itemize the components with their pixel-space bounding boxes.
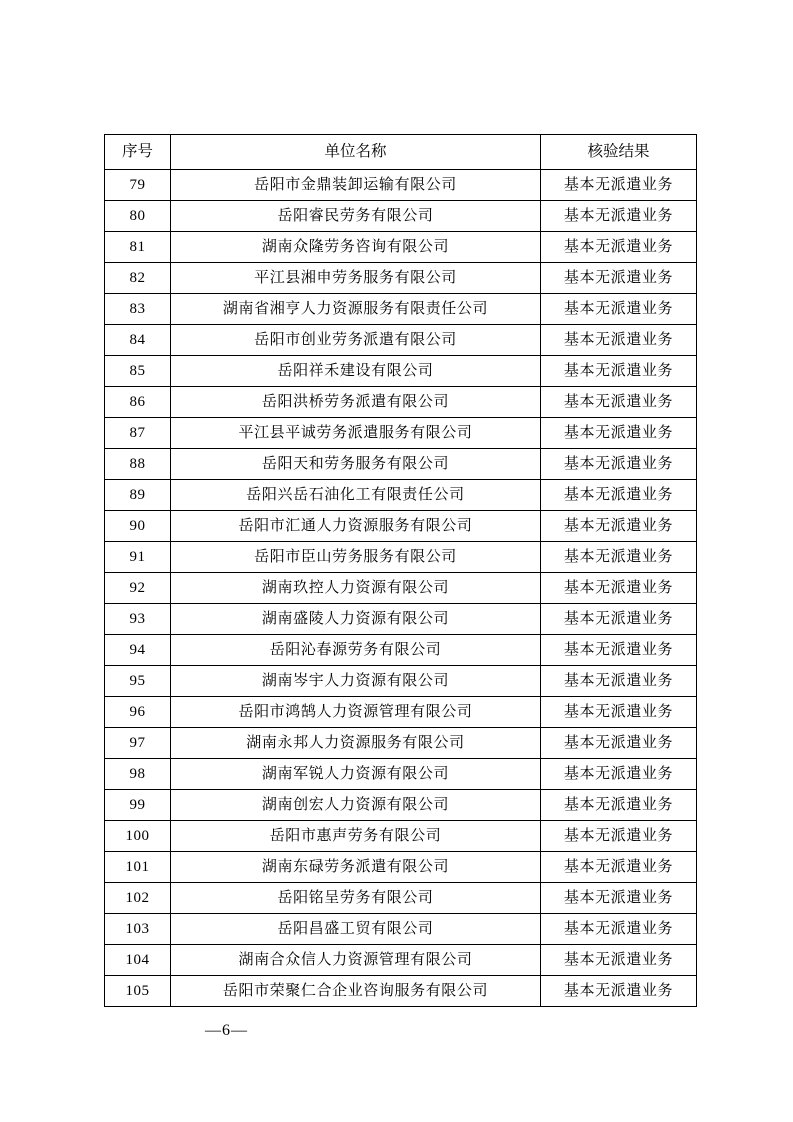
cell-no: 99 xyxy=(105,790,171,821)
cell-verification-result: 基本无派遣业务 xyxy=(541,232,697,263)
cell-company-name: 湖南创宏人力资源有限公司 xyxy=(171,790,541,821)
cell-no: 79 xyxy=(105,170,171,201)
table-row xyxy=(105,635,697,666)
table-row xyxy=(105,914,697,945)
cell-verification-result: 基本无派遣业务 xyxy=(541,387,697,418)
cell-no: 94 xyxy=(105,635,171,666)
cell-company-name: 湖南众隆劳务咨询有限公司 xyxy=(171,232,541,263)
cell-verification-result: 基本无派遣业务 xyxy=(541,480,697,511)
column-header-name: 单位名称 xyxy=(171,135,541,170)
cell-company-name: 岳阳铭呈劳务有限公司 xyxy=(171,883,541,914)
cell-no: 103 xyxy=(105,914,171,945)
cell-verification-result: 基本无派遣业务 xyxy=(541,201,697,232)
column-header-no: 序号 xyxy=(105,135,171,170)
cell-verification-result: 基本无派遣业务 xyxy=(541,418,697,449)
table-row xyxy=(105,790,697,821)
cell-no: 81 xyxy=(105,232,171,263)
cell-company-name: 湖南盛陵人力资源有限公司 xyxy=(171,604,541,635)
cell-no: 97 xyxy=(105,728,171,759)
table-row xyxy=(105,511,697,542)
table-row xyxy=(105,201,697,232)
cell-company-name: 岳阳市惠声劳务有限公司 xyxy=(171,821,541,852)
cell-verification-result: 基本无派遣业务 xyxy=(541,294,697,325)
cell-verification-result: 基本无派遣业务 xyxy=(541,945,697,976)
cell-company-name: 岳阳祥禾建设有限公司 xyxy=(171,356,541,387)
cell-verification-result: 基本无派遣业务 xyxy=(541,759,697,790)
cell-company-name: 岳阳市鸿鹄人力资源管理有限公司 xyxy=(171,697,541,728)
table-row xyxy=(105,821,697,852)
cell-company-name: 湖南永邦人力资源服务有限公司 xyxy=(171,728,541,759)
table-row xyxy=(105,449,697,480)
cell-company-name: 湖南东碌劳务派遣有限公司 xyxy=(171,852,541,883)
cell-company-name: 岳阳市汇通人力资源服务有限公司 xyxy=(171,511,541,542)
cell-no: 83 xyxy=(105,294,171,325)
cell-no: 80 xyxy=(105,201,171,232)
cell-company-name: 平江县平诚劳务派遣服务有限公司 xyxy=(171,418,541,449)
table-row xyxy=(105,976,697,1007)
cell-verification-result: 基本无派遣业务 xyxy=(541,604,697,635)
cell-company-name: 湖南军锐人力资源有限公司 xyxy=(171,759,541,790)
cell-no: 91 xyxy=(105,542,171,573)
cell-no: 86 xyxy=(105,387,171,418)
table-row xyxy=(105,697,697,728)
cell-no: 87 xyxy=(105,418,171,449)
table-row xyxy=(105,294,697,325)
column-header-result: 核验结果 xyxy=(541,135,697,170)
cell-company-name: 平江县湘申劳务服务有限公司 xyxy=(171,263,541,294)
cell-no: 92 xyxy=(105,573,171,604)
cell-no: 85 xyxy=(105,356,171,387)
table-row xyxy=(105,759,697,790)
verification-results-table-wrapper xyxy=(104,134,696,1007)
table-header-row xyxy=(105,135,697,170)
cell-no: 84 xyxy=(105,325,171,356)
cell-company-name: 湖南玖控人力资源有限公司 xyxy=(171,573,541,604)
cell-verification-result: 基本无派遣业务 xyxy=(541,728,697,759)
cell-no: 104 xyxy=(105,945,171,976)
page-footer xyxy=(0,1022,793,1040)
cell-verification-result: 基本无派遣业务 xyxy=(541,976,697,1007)
table-header xyxy=(105,135,697,170)
table-row xyxy=(105,883,697,914)
cell-company-name: 岳阳天和劳务服务有限公司 xyxy=(171,449,541,480)
cell-no: 101 xyxy=(105,852,171,883)
cell-verification-result: 基本无派遣业务 xyxy=(541,666,697,697)
table-row xyxy=(105,356,697,387)
cell-verification-result: 基本无派遣业务 xyxy=(541,542,697,573)
table-row xyxy=(105,542,697,573)
table-row xyxy=(105,604,697,635)
cell-no: 93 xyxy=(105,604,171,635)
verification-results-table xyxy=(104,134,697,1007)
cell-verification-result: 基本无派遣业务 xyxy=(541,914,697,945)
cell-verification-result: 基本无派遣业务 xyxy=(541,790,697,821)
cell-verification-result: 基本无派遣业务 xyxy=(541,821,697,852)
cell-verification-result: 基本无派遣业务 xyxy=(541,852,697,883)
table-row xyxy=(105,480,697,511)
cell-no: 88 xyxy=(105,449,171,480)
cell-no: 96 xyxy=(105,697,171,728)
table-row xyxy=(105,852,697,883)
cell-company-name: 岳阳洪桥劳务派遣有限公司 xyxy=(171,387,541,418)
cell-company-name: 岳阳市金鼎装卸运输有限公司 xyxy=(171,170,541,201)
table-row xyxy=(105,232,697,263)
table-row xyxy=(105,170,697,201)
cell-verification-result: 基本无派遣业务 xyxy=(541,356,697,387)
cell-verification-result: 基本无派遣业务 xyxy=(541,883,697,914)
page-number: —6— xyxy=(205,1022,248,1039)
table-row xyxy=(105,263,697,294)
table-row xyxy=(105,728,697,759)
cell-no: 98 xyxy=(105,759,171,790)
cell-no: 82 xyxy=(105,263,171,294)
table-row xyxy=(105,325,697,356)
cell-company-name: 湖南合众信人力资源管理有限公司 xyxy=(171,945,541,976)
cell-company-name: 岳阳兴岳石油化工有限责任公司 xyxy=(171,480,541,511)
cell-verification-result: 基本无派遣业务 xyxy=(541,325,697,356)
cell-company-name: 岳阳市荣聚仁合企业咨询服务有限公司 xyxy=(171,976,541,1007)
cell-company-name: 湖南岑宇人力资源有限公司 xyxy=(171,666,541,697)
table-body xyxy=(105,170,697,1007)
table-row xyxy=(105,418,697,449)
table-row xyxy=(105,945,697,976)
cell-company-name: 岳阳市臣山劳务服务有限公司 xyxy=(171,542,541,573)
cell-verification-result: 基本无派遣业务 xyxy=(541,170,697,201)
cell-verification-result: 基本无派遣业务 xyxy=(541,511,697,542)
cell-company-name: 湖南省湘亨人力资源服务有限责任公司 xyxy=(171,294,541,325)
cell-verification-result: 基本无派遣业务 xyxy=(541,697,697,728)
cell-company-name: 岳阳睿民劳务有限公司 xyxy=(171,201,541,232)
cell-no: 89 xyxy=(105,480,171,511)
cell-verification-result: 基本无派遣业务 xyxy=(541,635,697,666)
table-row xyxy=(105,387,697,418)
cell-company-name: 岳阳昌盛工贸有限公司 xyxy=(171,914,541,945)
cell-no: 105 xyxy=(105,976,171,1007)
table-row xyxy=(105,666,697,697)
cell-company-name: 岳阳市创业劳务派遣有限公司 xyxy=(171,325,541,356)
cell-verification-result: 基本无派遣业务 xyxy=(541,263,697,294)
cell-verification-result: 基本无派遣业务 xyxy=(541,573,697,604)
cell-no: 90 xyxy=(105,511,171,542)
cell-verification-result: 基本无派遣业务 xyxy=(541,449,697,480)
cell-company-name: 岳阳沁春源劳务有限公司 xyxy=(171,635,541,666)
cell-no: 102 xyxy=(105,883,171,914)
cell-no: 95 xyxy=(105,666,171,697)
table-row xyxy=(105,573,697,604)
cell-no: 100 xyxy=(105,821,171,852)
